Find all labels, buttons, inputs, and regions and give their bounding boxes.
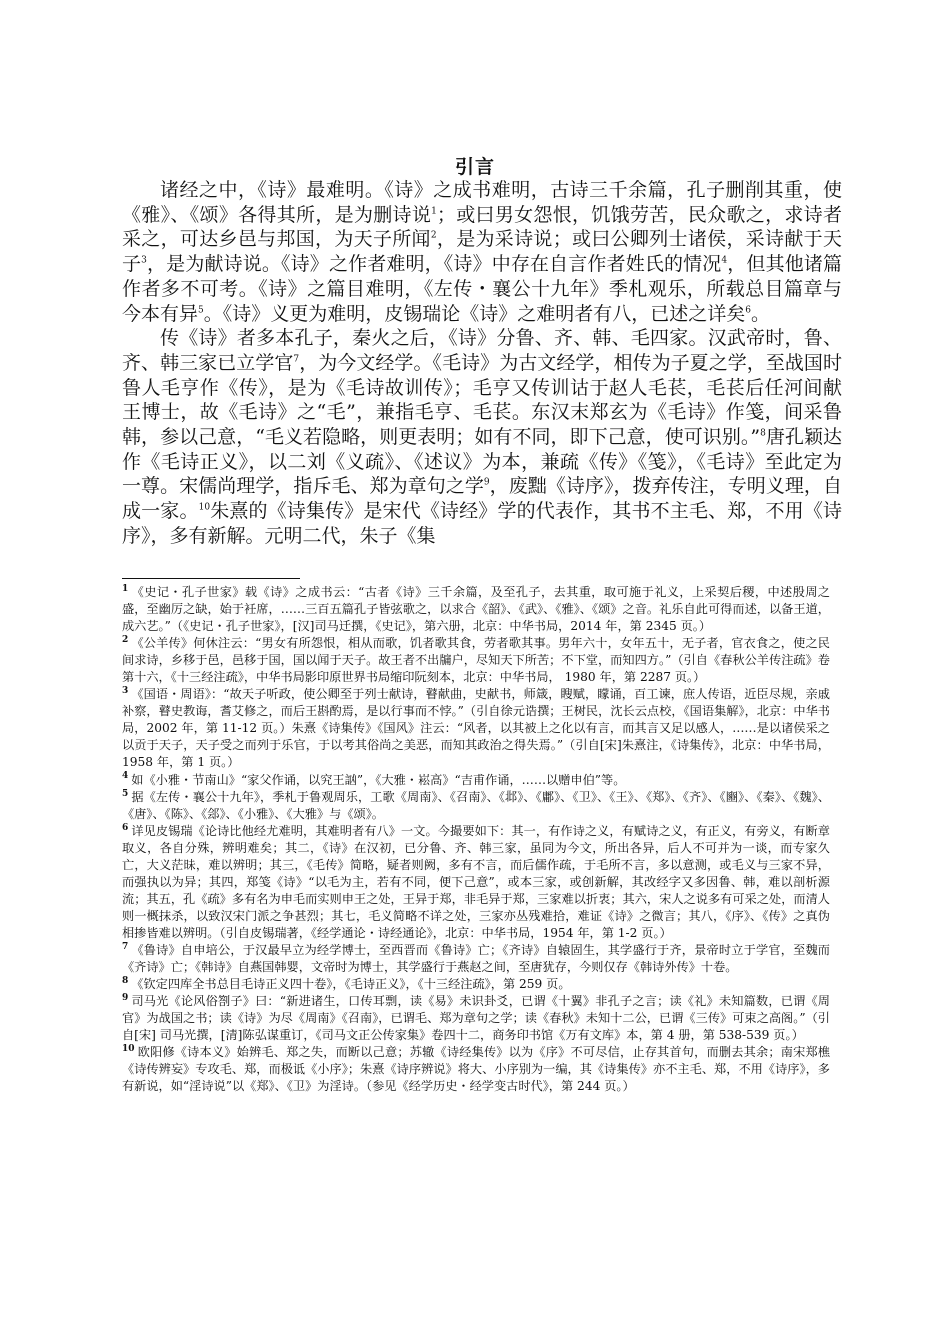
footnote-text: 欧阳修《诗本义》始辨毛、郑之失，而断以己意；苏辙《诗经集传》以为《序》不可尽信，止存其首句，而删去其余；南宋郑樵《诗传辨妄》专攻毛、郑，而极诋《小序》；朱熹《诗序辨说》将大、小序别为一编，其《诗集传》亦不主毛、郑，不用《诗序》，多有新说，如“淫诗说”以《郑》、《卫》为淫诗。（参见《经学历史・经学变古时代》，第 244 页。） — [122, 1045, 830, 1094]
footnotes — [122, 584, 830, 1095]
paragraph-text: 唐孔颖达作《毛诗正义》，以二刘《义疏》、《述议》为本，兼疏《传》《笺》，《毛诗》至此定为一尊。宋儒尚理学，指斥毛、郑为章句之学 — [122, 426, 842, 498]
paragraph-1 — [122, 178, 842, 326]
footnote-text: 《史记・孔子世家》载《诗》之成书云：“古者《诗》三千余篇，及至孔子，去其重，取可施于礼义，上采契后稷，中述殷周之盛，至幽厉之缺，始于衽席，……三百五篇孔子皆弦歌之，以求合《韶》、《武》、《雅》、《颂》之音。礼乐自此可得而述，以备王道，成六艺。”（《史记・孔子世家》，[汉]司马迁撰，《史记》，第六册，北京：中华书局，2014 年，第 2345 页。） — [122, 585, 830, 634]
footnote-5 — [122, 789, 830, 823]
footnote-ref[interactable]: 3 — [141, 255, 147, 266]
footnote-ref[interactable]: 1 — [431, 206, 437, 217]
paragraph-text: 传《诗》者多本孔子，秦火之后，《诗》分鲁、齐、韩、毛四家。汉武帝时，鲁、齐、韩三家已立学官 — [122, 327, 842, 374]
footnote-1 — [122, 584, 830, 635]
footnote-7 — [122, 942, 830, 976]
footnote-10 — [122, 1044, 830, 1095]
footnote-text: 《公羊传》何休注云：“男女有所怨恨，相从而歌，饥者歌其食，劳者歌其事。男年六十，女年五十，无子者，官衣食之，使之民间求诗，乡移于邑，邑移于国，国以闻于天子。故王者不出牖户，尽知天下所苦；不下堂，而知四方。”（引自《春秋公羊传注疏》卷第十六，《十三经注疏》，中华书局影印原世界书局缩印阮刻本，北京：中华书局， 1980 年，第 2287 页。） — [122, 636, 830, 685]
footnote-text: 详见皮锡瑞《论诗比他经尤难明，其难明者有八》一文。今撮要如下：其一，有作诗之义，有赋诗之义，有正义，有旁义，有断章取义，各自分殊，辨明难矣；其二，《诗》在汉初，已分鲁、齐、韩三家，虽同为今文，所出各异，后人不可并为一谈，而专家久亡，大义茫昧，难以辨明；其三，《毛传》简略，疑者则阙，多有不言，而后儒作疏，于毛所不言，多以意测，或毛义与三家不异，而强执以为异；其四，郑笺《诗》“以毛为主，若有不同，便下己意”，或本三家，或创新解，其改经字又多因鲁、韩，难以剖析源流；其五，孔《疏》多有名为申毛而实则申王之处，王异于郑，非毛异于郑，三家难以折衷；其六，宋人之说多有可采之处，而清人则一概抹杀，以致汉宋门派之争甚烈；其七，毛义简略不详之处，三家亦丛残难拾，难证《诗》之微言；其八，《序》、《传》之真伪相掺皆难以辨明。（引自皮锡瑞著，《经学通论・诗经通论》，北京：中华书局，1954 年，第 1-2 页。） — [122, 823, 830, 940]
footnote-number: 2 — [122, 635, 129, 646]
paragraph-text: ，但其他诸篇作者多不可考。《诗》之篇目难明，《左传・襄公十九年》季札观乐，所载总目篇章与今本有异 — [122, 253, 842, 325]
footnote-number: 10 — [122, 1044, 135, 1055]
footnote-ref[interactable]: 10 — [198, 502, 211, 513]
paragraph-text: 。《诗》义更为难明，皮锡瑞论《诗》之难明者有八，已述之详矣 — [203, 302, 746, 325]
footnote-8 — [122, 976, 830, 993]
footnote-number: 5 — [122, 788, 129, 799]
footnote-ref[interactable]: 5 — [198, 305, 204, 316]
footnote-9 — [122, 993, 830, 1044]
paragraph-text: ；或曰男女怨恨，饥饿劳苦，民众歌之，求诗者采之，可达乡邑与邦国，为天子所闻 — [122, 203, 842, 251]
footnote-ref[interactable]: 4 — [721, 255, 728, 266]
footnote-text: 如《小雅・节南山》“家父作诵，以究王訩”，《大雅・崧高》“吉甫作诵，……以赠申伯”等。 — [131, 772, 626, 787]
paragraph-text: ，是为采诗说；或曰公卿列士诸侯，采诗献于天子 — [122, 228, 842, 276]
footnote-ref[interactable]: 2 — [430, 231, 437, 242]
footnote-text: 《钦定四库全书总目毛诗正义四十卷》，《毛诗正义》，《十三经注疏》，第 259 页。 — [131, 977, 571, 992]
footnote-text: 《鲁诗》自申培公，于汉最早立为经学博士，至西晋而《鲁诗》亡；《齐诗》自辕固生，其学盛行于齐，景帝时立于学官，至魏而《齐诗》亡；《韩诗》自燕国韩婴，文帝时为博士，其学盛行于燕赵之间，至唐犹存，今则仅存《韩诗外传》十卷。 — [122, 942, 830, 975]
body-text — [122, 178, 842, 549]
footnote-number: 1 — [122, 583, 129, 594]
footnote-3 — [122, 686, 830, 771]
footnote-number: 7 — [122, 941, 129, 952]
paragraph-text: ，是为献诗说。《诗》之作者难明，《诗》中存在自言作者姓氏的情况 — [146, 253, 722, 276]
paragraph-text: 诸经之中，《诗》最难明。《诗》之成书难明，古诗三千余篇，孔子删削其重，使《雅》、《颂》各得其所，是为删诗说 — [122, 179, 842, 226]
paragraph-text: 朱熹的《诗集传》是宋代《诗经》学的代表作，其书不主毛、郑，不用《诗序》，多有新解。元明二代，朱子《集 — [122, 500, 842, 547]
footnote-ref[interactable]: 9 — [483, 478, 490, 489]
footnote-ref[interactable]: 6 — [745, 305, 751, 316]
footnote-2 — [122, 635, 830, 686]
footnote-number: 3 — [122, 686, 129, 697]
footnote-4 — [122, 772, 830, 789]
footnote-number: 9 — [122, 993, 129, 1004]
footnote-number: 6 — [122, 822, 129, 833]
footnote-number: 4 — [122, 771, 129, 782]
footnote-6 — [122, 823, 830, 942]
paragraph-text: ，废黜《诗序》，拨弃传注，专明义理，自成一家。 — [122, 475, 842, 523]
paragraph-2 — [122, 326, 842, 548]
footnote-text: 司马光《论风俗劄子》曰：“新进诸生，口传耳剽，读《易》未识卦爻，已谓《十翼》非孔子之言；读《礼》未知篇数，已谓《周官》为战国之书；读《诗》为尽《周南》《召南》，已谓毛、郑为章句之学；读《春秋》未知十二公，已谓《三传》可束之高阁。”（引自[宋] 司马光撰，[清]陈弘谋重订，《司马文正公传家集》卷四十二，商务印书馆《万有文库》本，第 4 册，第 538-539 页。） — [122, 994, 830, 1043]
section-title: 引言 — [454, 156, 495, 178]
footnote-text: 据《左传・襄公十九年》，季札于鲁观周乐，工歌《周南》、《召南》、《邶》、《鄘》、《卫》、《王》、《郑》、《齐》、《豳》、《秦》、《魏》、《唐》、《陈》、《郐》、《小雅》、《大雅》与《颂》。 — [122, 789, 830, 821]
paragraph-text: ，为今文经学。《毛诗》为古文经学，相传为子夏之学，至战国时鲁人毛亨作《传》，是为《毛诗故训传》；毛亨又传训诂于赵人毛苌，毛苌后任河间献王博士，故《毛诗》之“毛”，兼指毛亨、毛苌。东汉末郑玄为《毛诗》作笺，间采鲁韩，参以己意，“毛义若隐略，则更表明；如有不同，即下己意，使可识别。” — [122, 351, 842, 449]
footnote-ref[interactable]: 8 — [760, 428, 766, 439]
paragraph-text: 。 — [751, 302, 771, 325]
footnote-separator — [122, 578, 300, 579]
footnote-text: 《国语・周语》：“故天子听政，使公卿至于列士献诗，瞽献曲，史献书，师箴，瞍赋，矇诵，百工谏，庶人传语，近臣尽规，亲戚补察，瞽史教诲，耆艾修之，而后王斟酌焉，是以行事而不悖。”（引自徐元诰撰；王树民，沈长云点校，《国语集解》，北京：中华书局，2002 年，第 11-12 页。）朱熹《诗集传》《国风》注云：“风者，以其被上之化以有言，而其言又足以感人，……是以诸侯采之以贡于天子，天子受之而列于乐官，于以考其俗尚之美恶，而知其政治之得失焉。”（引自[宋]朱熹注，《诗集传》，北京：中华书局，1958 年，第 1 页。） — [122, 687, 830, 770]
footnote-ref[interactable]: 7 — [293, 354, 300, 365]
footnote-number: 8 — [122, 976, 129, 987]
